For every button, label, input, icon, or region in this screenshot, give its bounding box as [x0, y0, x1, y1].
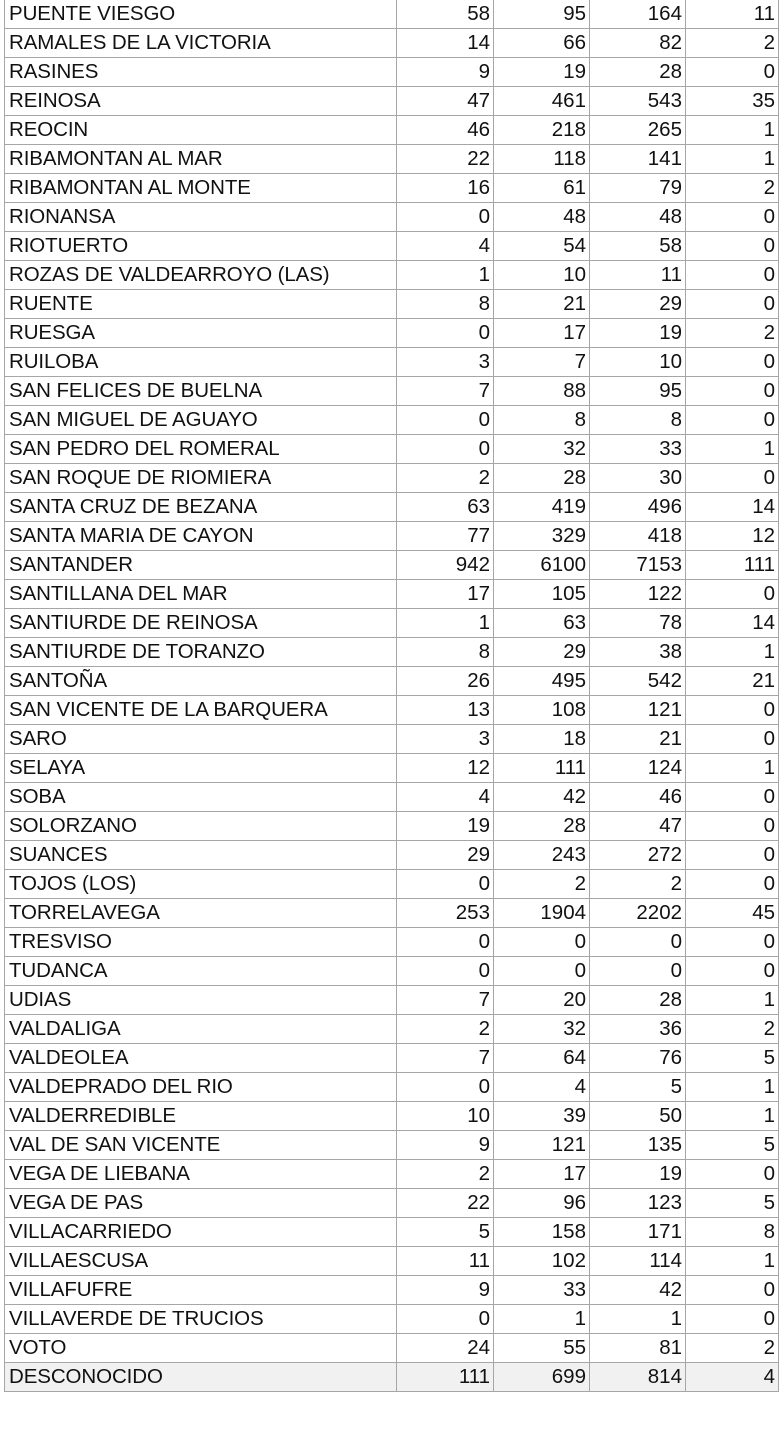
- municipality-name-cell[interactable]: VOTO: [5, 1334, 397, 1363]
- value-cell-col-1[interactable]: 7: [397, 986, 494, 1015]
- value-cell-col-1[interactable]: 12: [397, 754, 494, 783]
- municipality-name-cell[interactable]: VILLAFUFRE: [5, 1276, 397, 1305]
- value-cell-col-4[interactable]: 0: [686, 203, 779, 232]
- municipality-name-cell[interactable]: VALDALIGA: [5, 1015, 397, 1044]
- value-cell-col-4[interactable]: 0: [686, 1305, 779, 1334]
- table-row: [5, 145, 779, 174]
- value-cell-col-4[interactable]: 111: [686, 551, 779, 580]
- municipality-name-cell[interactable]: SANTIURDE DE TORANZO: [5, 638, 397, 667]
- value-cell-col-1[interactable]: 11: [397, 1247, 494, 1276]
- municipality-name-cell[interactable]: SAN MIGUEL DE AGUAYO: [5, 406, 397, 435]
- value-cell-col-1[interactable]: 19: [397, 812, 494, 841]
- value-cell-col-1[interactable]: 1: [397, 261, 494, 290]
- value-cell-col-3[interactable]: 95: [590, 377, 686, 406]
- municipality-name-cell[interactable]: VAL DE SAN VICENTE: [5, 1131, 397, 1160]
- value-cell-col-1[interactable]: 9: [397, 1276, 494, 1305]
- value-cell-col-1[interactable]: 0: [397, 406, 494, 435]
- value-cell-col-3[interactable]: 19: [590, 1160, 686, 1189]
- value-cell-col-2[interactable]: 111: [494, 754, 590, 783]
- value-cell-col-3[interactable]: 0: [590, 928, 686, 957]
- value-cell-col-1[interactable]: 29: [397, 841, 494, 870]
- value-cell-col-2[interactable]: 28: [494, 464, 590, 493]
- value-cell-col-4[interactable]: 0: [686, 580, 779, 609]
- table-row: [5, 1247, 779, 1276]
- table-row: [5, 348, 779, 377]
- value-cell-col-4[interactable]: 14: [686, 609, 779, 638]
- table-row: [5, 1334, 779, 1363]
- table-row: [5, 58, 779, 87]
- value-cell-col-1[interactable]: 47: [397, 87, 494, 116]
- table-row: [5, 29, 779, 58]
- value-cell-col-3[interactable]: 2202: [590, 899, 686, 928]
- municipality-name-cell[interactable]: SOBA: [5, 783, 397, 812]
- value-cell-col-1[interactable]: 1: [397, 609, 494, 638]
- value-cell-col-2[interactable]: 1: [494, 1305, 590, 1334]
- value-cell-col-1[interactable]: 26: [397, 667, 494, 696]
- table-row: [5, 1073, 779, 1102]
- municipality-name-cell[interactable]: SELAYA: [5, 754, 397, 783]
- value-cell-col-2[interactable]: 495: [494, 667, 590, 696]
- value-cell-col-4[interactable]: 4: [686, 1363, 779, 1392]
- municipality-name-cell[interactable]: VALDEOLEA: [5, 1044, 397, 1073]
- value-cell-col-4[interactable]: 21: [686, 667, 779, 696]
- value-cell-col-1[interactable]: 0: [397, 319, 494, 348]
- municipality-name-cell[interactable]: VALDEPRADO DEL RIO: [5, 1073, 397, 1102]
- value-cell-col-3[interactable]: 542: [590, 667, 686, 696]
- table-row: [5, 638, 779, 667]
- value-cell-col-4[interactable]: 2: [686, 174, 779, 203]
- value-cell-col-1[interactable]: 8: [397, 290, 494, 319]
- value-cell-col-4[interactable]: 0: [686, 841, 779, 870]
- value-cell-col-1[interactable]: 14: [397, 29, 494, 58]
- value-cell-col-4[interactable]: 5: [686, 1044, 779, 1073]
- value-cell-col-3[interactable]: 28: [590, 986, 686, 1015]
- municipality-name-cell[interactable]: SAN ROQUE DE RIOMIERA: [5, 464, 397, 493]
- municipality-name-cell[interactable]: SANTIURDE DE REINOSA: [5, 609, 397, 638]
- table-row: [5, 899, 779, 928]
- value-cell-col-3[interactable]: 48: [590, 203, 686, 232]
- value-cell-col-1[interactable]: 3: [397, 725, 494, 754]
- municipality-name-cell[interactable]: TOJOS (LOS): [5, 870, 397, 899]
- value-cell-col-3[interactable]: 171: [590, 1218, 686, 1247]
- value-cell-col-2[interactable]: 61: [494, 174, 590, 203]
- value-cell-col-4[interactable]: 1: [686, 638, 779, 667]
- value-cell-col-3[interactable]: 36: [590, 1015, 686, 1044]
- value-cell-col-1[interactable]: 0: [397, 1073, 494, 1102]
- municipality-name-cell[interactable]: VILLAESCUSA: [5, 1247, 397, 1276]
- table-row: [5, 435, 779, 464]
- value-cell-col-2[interactable]: 243: [494, 841, 590, 870]
- value-cell-col-1[interactable]: 22: [397, 1189, 494, 1218]
- value-cell-col-3[interactable]: 7153: [590, 551, 686, 580]
- value-cell-col-2[interactable]: 64: [494, 1044, 590, 1073]
- table-row: [5, 232, 779, 261]
- table-row: [5, 116, 779, 145]
- table-row: [5, 957, 779, 986]
- value-cell-col-1[interactable]: 8: [397, 638, 494, 667]
- value-cell-col-1[interactable]: 24: [397, 1334, 494, 1363]
- value-cell-col-2[interactable]: 29: [494, 638, 590, 667]
- value-cell-col-2[interactable]: 32: [494, 1015, 590, 1044]
- value-cell-col-1[interactable]: 77: [397, 522, 494, 551]
- value-cell-col-4[interactable]: 0: [686, 783, 779, 812]
- value-cell-col-4[interactable]: 1: [686, 1073, 779, 1102]
- table-row: [5, 290, 779, 319]
- value-cell-col-4[interactable]: 1: [686, 1247, 779, 1276]
- table-row: [5, 203, 779, 232]
- municipality-name-cell[interactable]: SARO: [5, 725, 397, 754]
- value-cell-col-3[interactable]: 122: [590, 580, 686, 609]
- value-cell-col-2[interactable]: 63: [494, 609, 590, 638]
- value-cell-col-4[interactable]: 1: [686, 754, 779, 783]
- value-cell-col-4[interactable]: 0: [686, 928, 779, 957]
- municipality-name-cell[interactable]: PUENTE VIESGO: [5, 0, 397, 29]
- municipality-name-cell[interactable]: VEGA DE LIEBANA: [5, 1160, 397, 1189]
- table-row: [5, 928, 779, 957]
- municipality-name-cell[interactable]: RUESGA: [5, 319, 397, 348]
- value-cell-col-2[interactable]: 96: [494, 1189, 590, 1218]
- municipality-name-cell[interactable]: RIBAMONTAN AL MAR: [5, 145, 397, 174]
- municipality-name-cell[interactable]: TORRELAVEGA: [5, 899, 397, 928]
- table-row: [5, 783, 779, 812]
- municipality-name-cell[interactable]: RIONANSA: [5, 203, 397, 232]
- value-cell-col-2[interactable]: 19: [494, 58, 590, 87]
- value-cell-col-1[interactable]: 0: [397, 957, 494, 986]
- value-cell-col-3[interactable]: 1: [590, 1305, 686, 1334]
- value-cell-col-3[interactable]: 135: [590, 1131, 686, 1160]
- value-cell-col-3[interactable]: 46: [590, 783, 686, 812]
- value-cell-col-2[interactable]: 66: [494, 29, 590, 58]
- table-row: [5, 812, 779, 841]
- table-row: [5, 377, 779, 406]
- value-cell-col-1[interactable]: 22: [397, 145, 494, 174]
- value-cell-col-1[interactable]: 10: [397, 1102, 494, 1131]
- table-row: [5, 1218, 779, 1247]
- value-cell-col-3[interactable]: 814: [590, 1363, 686, 1392]
- value-cell-col-3[interactable]: 123: [590, 1189, 686, 1218]
- value-cell-col-1[interactable]: 7: [397, 377, 494, 406]
- municipality-name-cell[interactable]: TUDANCA: [5, 957, 397, 986]
- value-cell-col-4[interactable]: 0: [686, 232, 779, 261]
- municipality-name-cell[interactable]: RIOTUERTO: [5, 232, 397, 261]
- value-cell-col-4[interactable]: 0: [686, 812, 779, 841]
- table-row: [5, 464, 779, 493]
- table-row: [5, 870, 779, 899]
- table-body: [5, 0, 779, 1392]
- table-row: [5, 406, 779, 435]
- value-cell-col-2[interactable]: 118: [494, 145, 590, 174]
- value-cell-col-3[interactable]: 496: [590, 493, 686, 522]
- value-cell-col-1[interactable]: 2: [397, 1015, 494, 1044]
- value-cell-col-2[interactable]: 28: [494, 812, 590, 841]
- value-cell-col-2[interactable]: 105: [494, 580, 590, 609]
- value-cell-col-3[interactable]: 121: [590, 696, 686, 725]
- value-cell-col-3[interactable]: 38: [590, 638, 686, 667]
- value-cell-col-2[interactable]: 17: [494, 1160, 590, 1189]
- municipality-name-cell[interactable]: RUILOBA: [5, 348, 397, 377]
- municipality-name-cell[interactable]: RIBAMONTAN AL MONTE: [5, 174, 397, 203]
- value-cell-col-1[interactable]: 2: [397, 1160, 494, 1189]
- value-cell-col-3[interactable]: 10: [590, 348, 686, 377]
- value-cell-col-1[interactable]: 7: [397, 1044, 494, 1073]
- value-cell-col-2[interactable]: 2: [494, 870, 590, 899]
- value-cell-col-3[interactable]: 76: [590, 1044, 686, 1073]
- value-cell-col-4[interactable]: 0: [686, 696, 779, 725]
- municipality-name-cell[interactable]: RAMALES DE LA VICTORIA: [5, 29, 397, 58]
- table-row: [5, 261, 779, 290]
- value-cell-col-3[interactable]: 28: [590, 58, 686, 87]
- value-cell-col-3[interactable]: 0: [590, 957, 686, 986]
- municipality-name-cell[interactable]: RASINES: [5, 58, 397, 87]
- value-cell-col-4[interactable]: 1: [686, 1102, 779, 1131]
- municipality-name-cell[interactable]: REINOSA: [5, 87, 397, 116]
- table-row: [5, 1015, 779, 1044]
- table-row: [5, 841, 779, 870]
- value-cell-col-2[interactable]: 20: [494, 986, 590, 1015]
- table-row: [5, 493, 779, 522]
- value-cell-col-4[interactable]: 8: [686, 1218, 779, 1247]
- value-cell-col-2[interactable]: 88: [494, 377, 590, 406]
- value-cell-col-1[interactable]: 4: [397, 232, 494, 261]
- value-cell-col-3[interactable]: 30: [590, 464, 686, 493]
- value-cell-col-2[interactable]: 699: [494, 1363, 590, 1392]
- municipality-name-cell[interactable]: REOCIN: [5, 116, 397, 145]
- value-cell-col-3[interactable]: 114: [590, 1247, 686, 1276]
- municipality-name-cell[interactable]: VEGA DE PAS: [5, 1189, 397, 1218]
- value-cell-col-1[interactable]: 0: [397, 1305, 494, 1334]
- value-cell-col-1[interactable]: 4: [397, 783, 494, 812]
- municipality-name-cell[interactable]: DESCONOCIDO: [5, 1363, 397, 1392]
- value-cell-col-4[interactable]: 5: [686, 1131, 779, 1160]
- table-row: [5, 609, 779, 638]
- value-cell-col-1[interactable]: 58: [397, 0, 494, 29]
- value-cell-col-2[interactable]: 10: [494, 261, 590, 290]
- value-cell-col-3[interactable]: 8: [590, 406, 686, 435]
- value-cell-col-3[interactable]: 79: [590, 174, 686, 203]
- value-cell-col-4[interactable]: 5: [686, 1189, 779, 1218]
- value-cell-col-1[interactable]: 5: [397, 1218, 494, 1247]
- value-cell-col-3[interactable]: 272: [590, 841, 686, 870]
- value-cell-col-3[interactable]: 78: [590, 609, 686, 638]
- value-cell-col-3[interactable]: 29: [590, 290, 686, 319]
- value-cell-col-2[interactable]: 6100: [494, 551, 590, 580]
- table-row: [5, 174, 779, 203]
- value-cell-col-4[interactable]: 1: [686, 145, 779, 174]
- value-cell-col-1[interactable]: 942: [397, 551, 494, 580]
- value-cell-col-2[interactable]: 95: [494, 0, 590, 29]
- value-cell-col-1[interactable]: 46: [397, 116, 494, 145]
- value-cell-col-3[interactable]: 11: [590, 261, 686, 290]
- value-cell-col-4[interactable]: 0: [686, 725, 779, 754]
- value-cell-col-2[interactable]: 17: [494, 319, 590, 348]
- value-cell-col-2[interactable]: 329: [494, 522, 590, 551]
- value-cell-col-3[interactable]: 5: [590, 1073, 686, 1102]
- table-row: [5, 319, 779, 348]
- value-cell-col-1[interactable]: 2: [397, 464, 494, 493]
- value-cell-col-4[interactable]: 0: [686, 464, 779, 493]
- table-row: [5, 986, 779, 1015]
- value-cell-col-3[interactable]: 164: [590, 0, 686, 29]
- value-cell-col-2[interactable]: 121: [494, 1131, 590, 1160]
- table-row: [5, 667, 779, 696]
- table-row: [5, 725, 779, 754]
- table-row: [5, 522, 779, 551]
- value-cell-col-1[interactable]: 9: [397, 1131, 494, 1160]
- table-row: [5, 1044, 779, 1073]
- value-cell-col-4[interactable]: 1: [686, 986, 779, 1015]
- value-cell-col-1[interactable]: 63: [397, 493, 494, 522]
- value-cell-col-3[interactable]: 265: [590, 116, 686, 145]
- value-cell-col-3[interactable]: 418: [590, 522, 686, 551]
- value-cell-col-3[interactable]: 82: [590, 29, 686, 58]
- municipality-name-cell[interactable]: UDIAS: [5, 986, 397, 1015]
- value-cell-col-2[interactable]: 0: [494, 928, 590, 957]
- value-cell-col-4[interactable]: 11: [686, 0, 779, 29]
- value-cell-col-1[interactable]: 16: [397, 174, 494, 203]
- value-cell-col-3[interactable]: 47: [590, 812, 686, 841]
- table-row: [5, 580, 779, 609]
- value-cell-col-3[interactable]: 58: [590, 232, 686, 261]
- value-cell-col-2[interactable]: 108: [494, 696, 590, 725]
- value-cell-col-2[interactable]: 218: [494, 116, 590, 145]
- value-cell-col-4[interactable]: 1: [686, 435, 779, 464]
- value-cell-col-3[interactable]: 33: [590, 435, 686, 464]
- value-cell-col-2[interactable]: 102: [494, 1247, 590, 1276]
- value-cell-col-3[interactable]: 50: [590, 1102, 686, 1131]
- value-cell-col-4[interactable]: 0: [686, 406, 779, 435]
- municipality-name-cell[interactable]: SAN VICENTE DE LA BARQUERA: [5, 696, 397, 725]
- value-cell-col-2[interactable]: 54: [494, 232, 590, 261]
- value-cell-col-3[interactable]: 21: [590, 725, 686, 754]
- municipality-name-cell[interactable]: VALDERREDIBLE: [5, 1102, 397, 1131]
- value-cell-col-4[interactable]: 0: [686, 261, 779, 290]
- value-cell-col-4[interactable]: 0: [686, 377, 779, 406]
- value-cell-col-3[interactable]: 2: [590, 870, 686, 899]
- value-cell-col-2[interactable]: 33: [494, 1276, 590, 1305]
- table-row: [5, 1363, 779, 1392]
- value-cell-col-2[interactable]: 461: [494, 87, 590, 116]
- value-cell-col-4[interactable]: 2: [686, 1015, 779, 1044]
- value-cell-col-4[interactable]: 12: [686, 522, 779, 551]
- municipality-name-cell[interactable]: VILLACARRIEDO: [5, 1218, 397, 1247]
- municipality-name-cell[interactable]: SAN FELICES DE BUELNA: [5, 377, 397, 406]
- municipality-name-cell[interactable]: SANTILLANA DEL MAR: [5, 580, 397, 609]
- value-cell-col-4[interactable]: 2: [686, 1334, 779, 1363]
- table-row: [5, 551, 779, 580]
- municipality-name-cell[interactable]: RUENTE: [5, 290, 397, 319]
- value-cell-col-4[interactable]: 14: [686, 493, 779, 522]
- table-row: [5, 1102, 779, 1131]
- value-cell-col-2[interactable]: 32: [494, 435, 590, 464]
- value-cell-col-4[interactable]: 0: [686, 957, 779, 986]
- table-row: [5, 1276, 779, 1305]
- value-cell-col-4[interactable]: 0: [686, 870, 779, 899]
- municipality-name-cell[interactable]: SAN PEDRO DEL ROMERAL: [5, 435, 397, 464]
- value-cell-col-1[interactable]: 0: [397, 435, 494, 464]
- value-cell-col-2[interactable]: 55: [494, 1334, 590, 1363]
- value-cell-col-2[interactable]: 1904: [494, 899, 590, 928]
- value-cell-col-2[interactable]: 39: [494, 1102, 590, 1131]
- municipality-name-cell[interactable]: SANTANDER: [5, 551, 397, 580]
- value-cell-col-4[interactable]: 35: [686, 87, 779, 116]
- value-cell-col-4[interactable]: 0: [686, 1276, 779, 1305]
- municipality-name-cell[interactable]: VILLAVERDE DE TRUCIOS: [5, 1305, 397, 1334]
- value-cell-col-1[interactable]: 0: [397, 203, 494, 232]
- table-row: [5, 754, 779, 783]
- value-cell-col-3[interactable]: 543: [590, 87, 686, 116]
- municipality-name-cell[interactable]: SUANCES: [5, 841, 397, 870]
- municipality-table: [4, 0, 779, 1392]
- table-row: [5, 1189, 779, 1218]
- municipality-name-cell[interactable]: SOLORZANO: [5, 812, 397, 841]
- value-cell-col-2[interactable]: 158: [494, 1218, 590, 1247]
- value-cell-col-1[interactable]: 253: [397, 899, 494, 928]
- value-cell-col-2[interactable]: 4: [494, 1073, 590, 1102]
- value-cell-col-4[interactable]: 2: [686, 29, 779, 58]
- municipality-name-cell[interactable]: SANTA MARIA DE CAYON: [5, 522, 397, 551]
- value-cell-col-1[interactable]: 0: [397, 870, 494, 899]
- value-cell-col-2[interactable]: 21: [494, 290, 590, 319]
- value-cell-col-3[interactable]: 124: [590, 754, 686, 783]
- table-row: [5, 0, 779, 29]
- value-cell-col-1[interactable]: 9: [397, 58, 494, 87]
- value-cell-col-2[interactable]: 8: [494, 406, 590, 435]
- value-cell-col-4[interactable]: 1: [686, 116, 779, 145]
- table-row: [5, 1305, 779, 1334]
- value-cell-col-2[interactable]: 42: [494, 783, 590, 812]
- value-cell-col-3[interactable]: 19: [590, 319, 686, 348]
- value-cell-col-1[interactable]: 13: [397, 696, 494, 725]
- value-cell-col-3[interactable]: 42: [590, 1276, 686, 1305]
- value-cell-col-2[interactable]: 7: [494, 348, 590, 377]
- table-row: [5, 1131, 779, 1160]
- value-cell-col-1[interactable]: 111: [397, 1363, 494, 1392]
- value-cell-col-4[interactable]: 0: [686, 290, 779, 319]
- value-cell-col-4[interactable]: 0: [686, 348, 779, 377]
- municipality-name-cell[interactable]: TRESVISO: [5, 928, 397, 957]
- value-cell-col-2[interactable]: 0: [494, 957, 590, 986]
- municipality-name-cell[interactable]: SANTA CRUZ DE BEZANA: [5, 493, 397, 522]
- municipality-name-cell[interactable]: ROZAS DE VALDEARROYO (LAS): [5, 261, 397, 290]
- value-cell-col-1[interactable]: 17: [397, 580, 494, 609]
- value-cell-col-4[interactable]: 0: [686, 1160, 779, 1189]
- value-cell-col-2[interactable]: 18: [494, 725, 590, 754]
- municipality-name-cell[interactable]: SANTOÑA: [5, 667, 397, 696]
- value-cell-col-1[interactable]: 3: [397, 348, 494, 377]
- table-row: [5, 1160, 779, 1189]
- value-cell-col-3[interactable]: 81: [590, 1334, 686, 1363]
- value-cell-col-4[interactable]: 0: [686, 58, 779, 87]
- value-cell-col-2[interactable]: 48: [494, 203, 590, 232]
- value-cell-col-1[interactable]: 0: [397, 928, 494, 957]
- value-cell-col-4[interactable]: 45: [686, 899, 779, 928]
- table-row: [5, 696, 779, 725]
- value-cell-col-2[interactable]: 419: [494, 493, 590, 522]
- table-row: [5, 87, 779, 116]
- value-cell-col-3[interactable]: 141: [590, 145, 686, 174]
- value-cell-col-4[interactable]: 2: [686, 319, 779, 348]
